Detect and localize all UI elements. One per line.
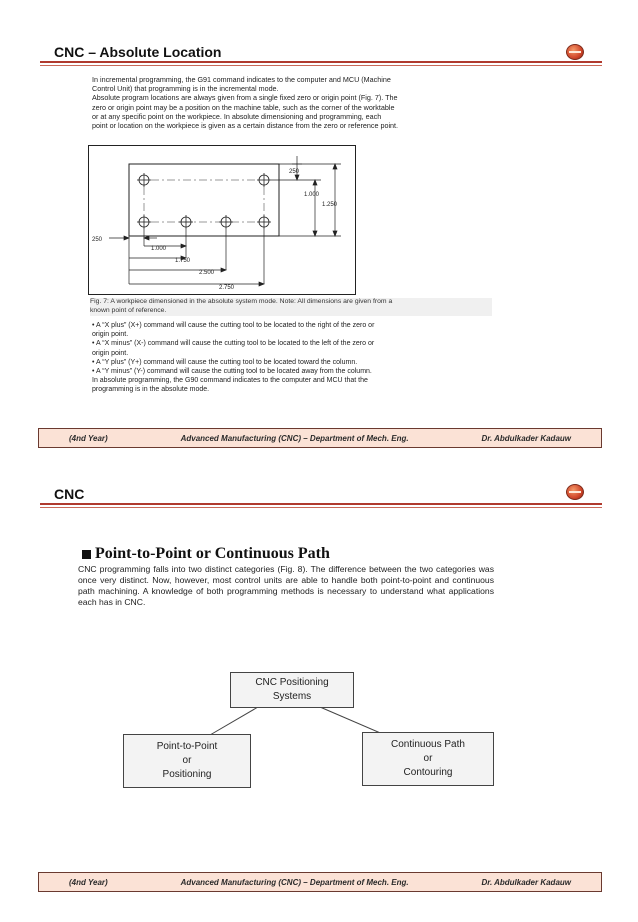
node-label: CNC Positioning [255, 677, 329, 688]
paragraph-line: In incremental programming, the G91 command indicates to the computer and MCU (Machine [92, 75, 391, 84]
section-heading-text: Point-to-Point or Continuous Path [95, 545, 330, 562]
caption-line: known point of reference. [90, 306, 167, 314]
bullet-line: • A “X minus” (X-) command will cause the cutting tool to be located to the left of the zero or [92, 340, 375, 348]
diagram-left-node [123, 734, 251, 788]
paragraph-line: Absolute program locations are always given from a single fixed zero or origin point (Fig. 7). The [92, 93, 398, 103]
diagram-root-node [230, 672, 354, 708]
bullet-line: origin point. [92, 349, 129, 357]
paragraph-line: or at any specific point on the workpiece. In absolute dimensioning and programming, each [92, 111, 382, 121]
footer-author: Dr. Abdulkader Kadauw [481, 877, 571, 887]
dim-label: 2.750 [219, 285, 235, 291]
dim-label: 250 [289, 169, 300, 175]
node-label: or [423, 753, 433, 764]
bullet-line: origin point. [92, 331, 129, 339]
dim-label: 1.750 [175, 258, 191, 264]
bullet-line: • A “Y plus” (Y+) command will cause the cutting tool to be located toward the column. [92, 358, 358, 366]
bullet-line: • A “Y minus” (Y-) command will cause the cutting tool to be located away from the column. [92, 368, 372, 376]
node-label: Contouring [403, 767, 453, 778]
node-label: Continuous Path [391, 739, 465, 750]
paragraph-line: zero or origin point may be a position on the machine table, such as the corner of the worktable [92, 102, 395, 112]
footer-course: Advanced Manufacturing (CNC) – Department of Mech. Eng. [180, 877, 409, 887]
footer-year: (4nd Year) [69, 433, 108, 443]
footer-course: Advanced Manufacturing (CNC) – Department of Mech. Eng. [180, 433, 409, 443]
paragraph-line: Control Unit) that programming is in the incremental mode. [92, 84, 279, 94]
node-label: Systems [272, 691, 312, 702]
footer-year: (4nd Year) [69, 877, 108, 887]
dim-label: 1.000 [304, 192, 320, 198]
slide-title: CNC – Absolute Location [54, 44, 222, 60]
footer-bar [38, 872, 602, 892]
dim-label: 2.500 [199, 270, 215, 276]
footer-author: Dr. Abdulkader Kadauw [481, 433, 571, 443]
node-label: Positioning [162, 769, 212, 780]
section-paragraph: CNC programming falls into two distinct categories (Fig. 8). The difference between the two categories was once very distinct. Now, however, most control units are able to handle both point-to-point and continuous path machining. A knowledge of both programming methods is necessary to understand what applications each has in CNC. [78, 564, 494, 607]
caption-line: Fig. 7: A workpiece dimensioned in the absolute system mode. Note: All dimensions are given from a [90, 298, 393, 305]
dim-label: 1.250 [322, 202, 338, 208]
bullet-line: In absolute programming, the G90 command indicates to the computer and MCU that the [92, 377, 368, 385]
dim-label: 1.000 [151, 246, 167, 252]
dim-label: 250 [92, 237, 103, 243]
bullet-line: programming is in the absolute mode. [92, 386, 210, 394]
slide-title: CNC [54, 486, 85, 502]
node-label: Point-to-Point [156, 741, 218, 752]
node-label: or [182, 755, 192, 766]
paragraph-line: point or location on the workpiece is given as a certain distance from the zero or reference point. [92, 121, 399, 131]
diagram-right-node [362, 732, 494, 786]
bullet-line: • A “X plus” (X+) command will cause the cutting tool to be located to the right of the zero or [92, 322, 375, 329]
